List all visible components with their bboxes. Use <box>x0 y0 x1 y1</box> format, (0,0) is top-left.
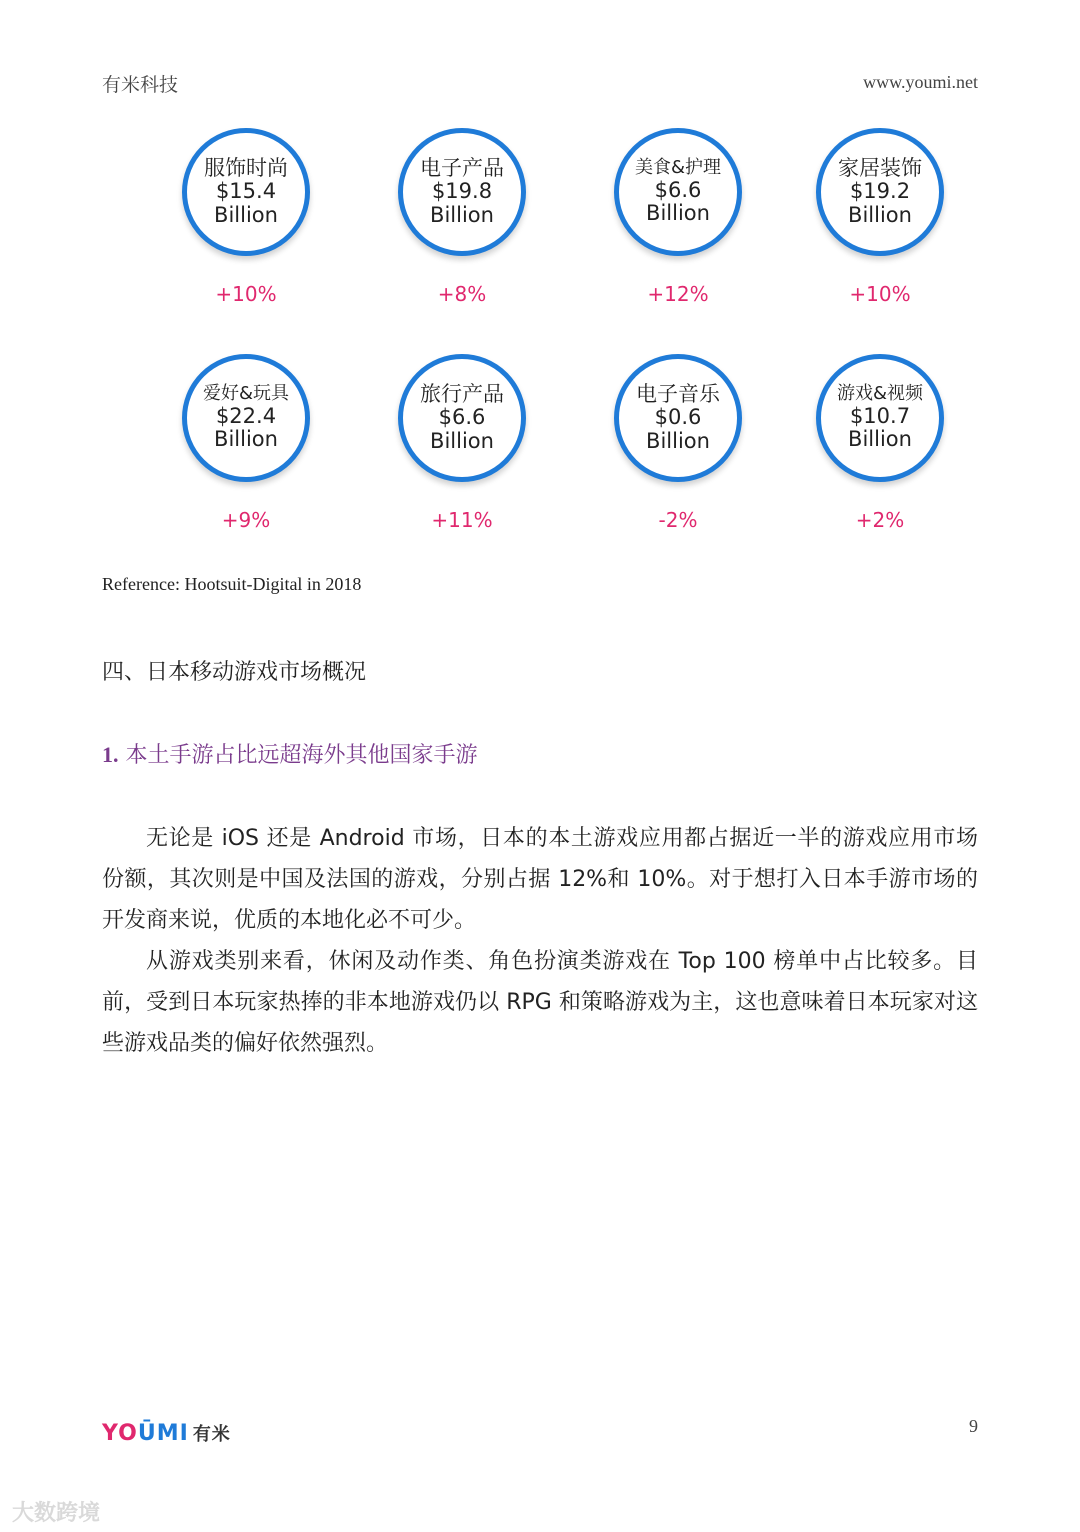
category-value: $19.8 <box>431 179 493 204</box>
category-name: 旅行产品 <box>420 381 504 406</box>
section-title: 四、日本移动游戏市场概况 <box>102 660 367 685</box>
page-number: 9 <box>969 1416 978 1436</box>
category-grid <box>0 0 1080 560</box>
category-circle <box>614 354 742 482</box>
category-growth: +12% <box>647 282 709 306</box>
category-cell <box>362 354 562 532</box>
category-value: $19.2 <box>849 179 911 204</box>
category-cell <box>146 128 346 306</box>
category-growth: +8% <box>437 282 487 306</box>
header-website: www.youmi.net <box>863 72 978 92</box>
category-circle <box>182 128 310 256</box>
category-growth: +9% <box>221 508 271 532</box>
category-unit: Billion <box>214 202 278 227</box>
category-name: 电子产品 <box>420 155 504 180</box>
category-growth: -2% <box>658 508 698 532</box>
category-cell <box>146 354 346 532</box>
category-growth: +10% <box>849 282 911 306</box>
subsection-title <box>102 738 478 769</box>
category-name: 服饰时尚 <box>204 155 288 180</box>
paragraph: 无论是 iOS 还是 Android 市场，日本的本土游戏应用都占据近一半的游戏应用市场份额，其次则是中国及法国的游戏，分别占据 12%和 10%。对于想打入日本手游市场的开发商来说，优质的本地化必不可少。 <box>102 826 978 933</box>
logo-part-mi: ŪMI <box>137 1421 189 1446</box>
category-name: 美食&护理 <box>634 157 722 179</box>
category-circle <box>398 354 526 482</box>
category-circle <box>816 354 944 482</box>
category-name: 家居装饰 <box>838 155 922 180</box>
category-growth: +11% <box>431 508 493 532</box>
paragraph: 从游戏类别来看，休闲及动作类、角色扮演类游戏在 Top 100 榜单中占比较多。目前，受到日本玩家热捧的非本地游戏仍以 RPG 和策略游戏为主，这也意味着日本玩家对这些游戏品类的偏好依然强烈。 <box>102 949 978 1056</box>
category-growth: +2% <box>855 508 905 532</box>
category-circle <box>182 354 310 482</box>
category-unit: Billion <box>848 202 912 227</box>
category-unit: Billion <box>214 427 278 452</box>
watermark: 大数跨境 <box>12 1501 101 1526</box>
category-cell <box>780 128 980 306</box>
category-value: $15.4 <box>215 179 277 204</box>
logo-part-cn: 有米 <box>192 1424 231 1445</box>
category-unit: Billion <box>646 201 710 226</box>
category-circle <box>614 128 742 256</box>
category-value: $0.6 <box>654 405 702 430</box>
reference-note: Reference: Hootsuit-Digital in 2018 <box>102 574 362 594</box>
category-name: 爱好&玩具 <box>202 383 290 405</box>
category-name: 游戏&视频 <box>836 383 924 405</box>
category-growth: +10% <box>215 282 277 306</box>
subsection-number: 1. <box>102 742 119 767</box>
category-value: $6.6 <box>438 405 486 430</box>
category-cell <box>578 128 778 306</box>
category-circle <box>816 128 944 256</box>
category-cell <box>780 354 980 532</box>
category-unit: Billion <box>430 202 494 227</box>
subsection-text: 本土手游占比远超海外其他国家手游 <box>125 743 478 768</box>
youmi-logo <box>102 1420 231 1446</box>
category-cell <box>578 354 778 532</box>
header-company: 有米科技 <box>102 74 179 96</box>
body-text <box>102 818 978 1064</box>
category-unit: Billion <box>646 428 710 453</box>
category-name: 电子音乐 <box>636 381 720 406</box>
category-unit: Billion <box>430 428 494 453</box>
category-value: $6.6 <box>654 177 702 202</box>
category-cell <box>362 128 562 306</box>
category-value: $10.7 <box>849 403 911 428</box>
category-circle <box>398 128 526 256</box>
category-unit: Billion <box>848 427 912 452</box>
category-value: $22.4 <box>215 403 277 428</box>
logo-part-you: YO <box>102 1421 138 1446</box>
